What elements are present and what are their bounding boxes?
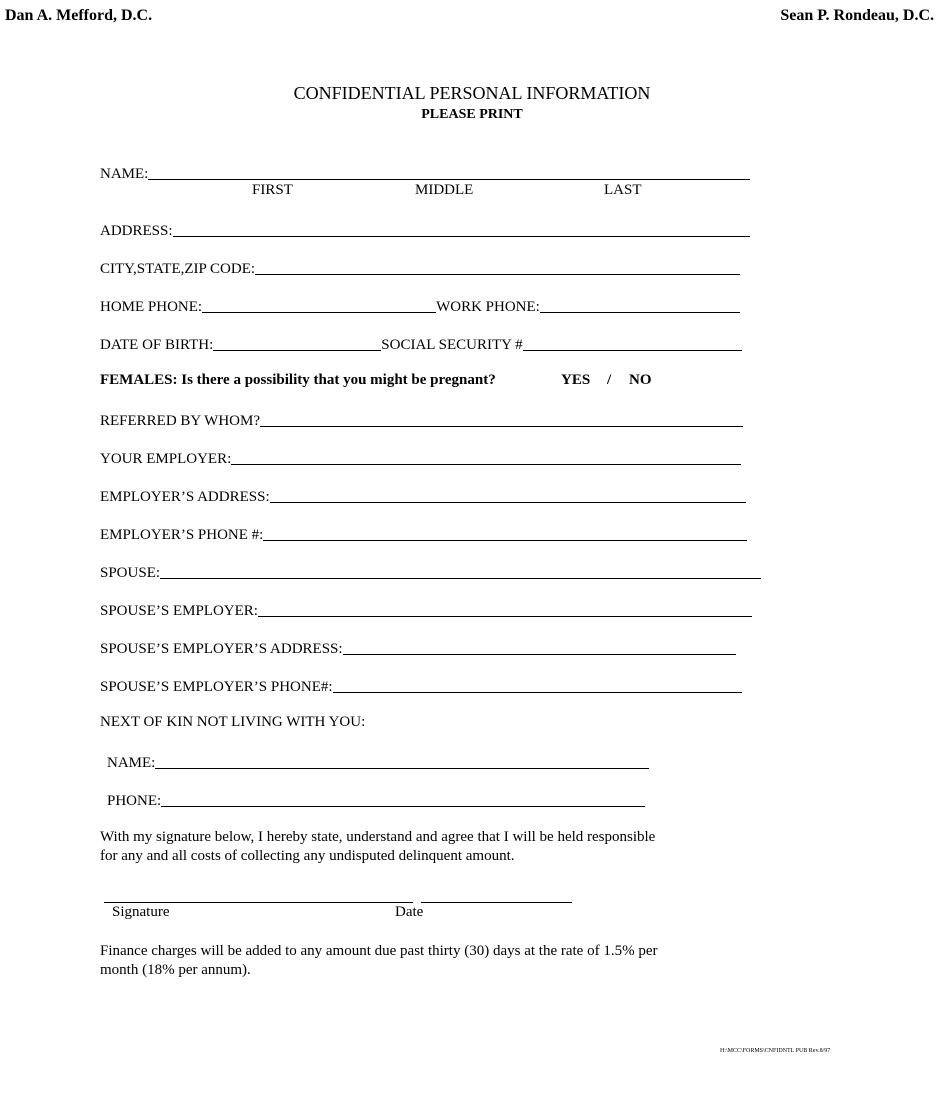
name-input-line[interactable]	[148, 165, 750, 180]
spouse-row	[100, 562, 761, 582]
date-line[interactable]	[421, 890, 572, 903]
spouse-employer-label: SPOUSE’S EMPLOYER:	[100, 603, 258, 619]
spouse-employer-input-line[interactable]	[258, 602, 752, 617]
doctor-left-name: Dan A. Mefford, D.C.	[5, 7, 153, 24]
employer-phone-label: EMPLOYER’S PHONE #:	[100, 527, 264, 543]
pregnancy-question: FEMALES: Is there a possibility that you might be pregnant?	[100, 372, 496, 388]
next-of-kin-phone-input-line[interactable]	[161, 792, 645, 807]
employer-phone-input-line[interactable]	[263, 526, 747, 541]
employer-phone-row	[100, 524, 747, 544]
spouse-label: SPOUSE:	[100, 565, 161, 581]
date-of-birth-label: DATE OF BIRTH:	[100, 337, 214, 353]
work-phone-label: WORK PHONE:	[436, 299, 540, 315]
social-security-input-line[interactable]	[523, 336, 742, 351]
form-title: CONFIDENTIAL PERSONAL INFORMATION	[293, 83, 651, 103]
city-state-zip-row	[100, 258, 740, 278]
spouse-employer-phone-row	[100, 676, 742, 696]
next-of-kin-heading: NEXT OF KIN NOT LIVING WITH YOU:	[100, 714, 366, 730]
address-input-line[interactable]	[173, 222, 750, 237]
referred-by-label: REFERRED BY WHOM?	[100, 413, 261, 429]
employer-row	[100, 448, 741, 468]
work-phone-input-line[interactable]	[540, 298, 740, 313]
signature-caption: Signature	[112, 904, 170, 920]
next-of-kin-name-label: NAME:	[107, 755, 156, 771]
referred-by-input-line[interactable]	[260, 412, 743, 427]
next-of-kin-phone-label: PHONE:	[107, 793, 162, 809]
spouse-employer-address-input-line[interactable]	[343, 640, 736, 655]
agreement-line-1: With my signature below, I hereby state, understand and agree that I will be held responsible	[100, 829, 656, 845]
city-state-zip-label: CITY,STATE,ZIP CODE:	[100, 261, 256, 277]
spouse-employer-address-label: SPOUSE’S EMPLOYER’S ADDRESS:	[100, 641, 343, 657]
finance-line-1: Finance charges will be added to any amount due past thirty (30) days at the rate of 1.5% per	[100, 943, 658, 959]
home-phone-label: HOME PHONE:	[100, 299, 203, 315]
name-middle-caption: MIDDLE	[415, 182, 474, 198]
employer-input-line[interactable]	[231, 450, 741, 465]
employer-address-row	[100, 486, 746, 506]
agreement-paragraph	[100, 828, 740, 866]
finance-line-2: month (18% per annum).	[100, 962, 251, 978]
date-caption: Date	[395, 904, 424, 920]
spouse-employer-row	[100, 600, 752, 620]
next-of-kin-name-input-line[interactable]	[155, 754, 649, 769]
spouse-employer-phone-label: SPOUSE’S EMPLOYER’S PHONE#:	[100, 679, 333, 695]
pregnancy-no-option[interactable]: NO	[629, 372, 652, 388]
employer-address-input-line[interactable]	[270, 488, 746, 503]
finance-paragraph	[100, 942, 740, 980]
spouse-employer-phone-input-line[interactable]	[333, 678, 742, 693]
pregnancy-option-separator: /	[607, 372, 612, 388]
address-row	[100, 220, 750, 240]
dob-ssn-row	[100, 334, 742, 354]
home-phone-input-line[interactable]	[202, 298, 436, 313]
name-label: NAME:	[100, 166, 149, 182]
social-security-label: SOCIAL SECURITY #	[381, 337, 523, 353]
form-subtitle: PLEASE PRINT	[421, 107, 523, 122]
name-last-caption: LAST	[604, 182, 642, 198]
spouse-employer-address-row	[100, 638, 736, 658]
agreement-line-2: for any and all costs of collecting any undisputed delinquent amount.	[100, 848, 515, 864]
next-of-kin-phone-row	[107, 790, 645, 810]
address-label: ADDRESS:	[100, 223, 173, 239]
name-first-caption: FIRST	[252, 182, 293, 198]
doctor-right-name: Sean P. Rondeau, D.C.	[780, 7, 934, 24]
date-of-birth-input-line[interactable]	[213, 336, 381, 351]
city-state-zip-input-line[interactable]	[255, 260, 740, 275]
employer-label: YOUR EMPLOYER:	[100, 451, 232, 467]
next-of-kin-name-row	[107, 752, 649, 772]
phone-row	[100, 296, 740, 316]
spouse-input-line[interactable]	[160, 564, 761, 579]
referred-by-row	[100, 410, 743, 430]
signature-line[interactable]	[104, 890, 413, 903]
employer-address-label: EMPLOYER’S ADDRESS:	[100, 489, 270, 505]
name-row	[100, 163, 750, 183]
pregnancy-yes-option[interactable]: YES	[561, 372, 591, 388]
form-revision-code: H:\MCC\FORMS\CNFIDNTL PUB Rev.8/97	[720, 1048, 831, 1054]
